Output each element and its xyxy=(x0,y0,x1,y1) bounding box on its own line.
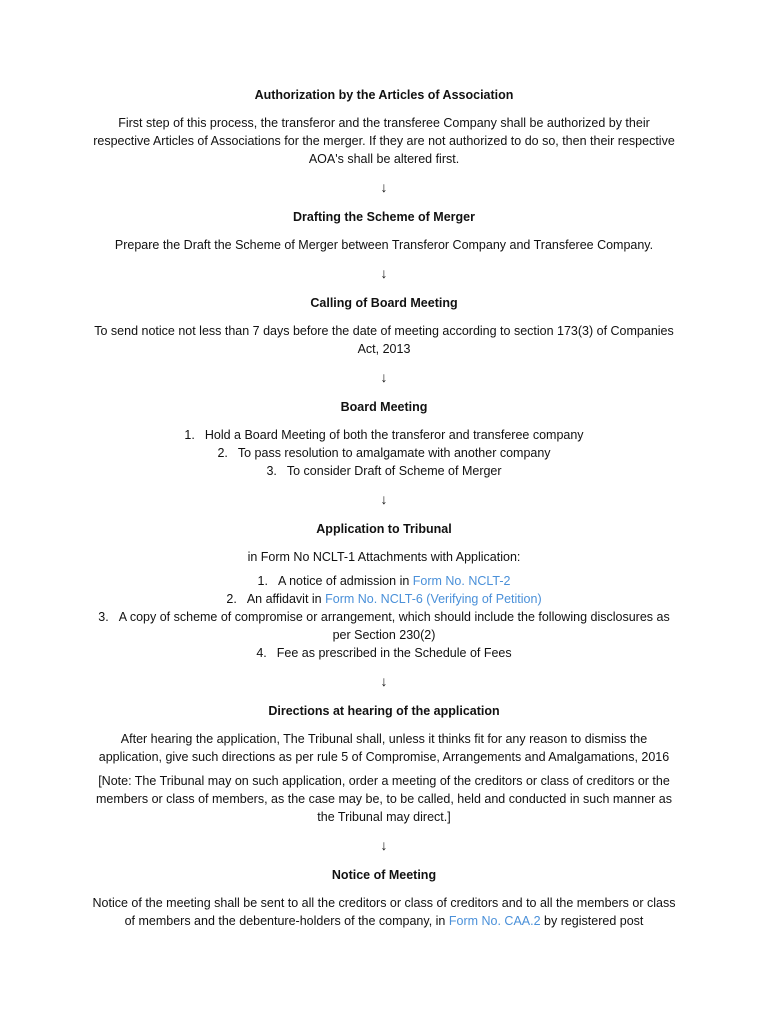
section-paragraph: To send notice not less than 7 days before the date of meeting according to section 173(3) of Companies Act, 2013 xyxy=(94,324,674,356)
list-item-text: To pass resolution to amalgamate with another company xyxy=(237,446,551,460)
down-arrow-icon: ↓ xyxy=(380,369,388,385)
section-board-meeting xyxy=(90,398,678,480)
section-heading: Directions at hearing of the application xyxy=(268,704,500,718)
section-drafting-scheme xyxy=(90,208,678,254)
attachments-list xyxy=(90,572,678,662)
section-authorization xyxy=(90,86,678,168)
section-notice-meeting xyxy=(90,866,678,930)
down-arrow-icon: ↓ xyxy=(380,491,388,507)
list-item-text: Hold a Board Meeting of both the transferor and transferee company xyxy=(204,428,584,442)
form-nclt-2-link[interactable]: Form No. NCLT-2 xyxy=(412,574,511,588)
section-note: [Note: The Tribunal may on such application, order a meeting of the creditors or class of creditors or the members or class of members, as the case may be, to be called, held and conducted in such manner as the Tribunal may direct.] xyxy=(96,774,672,824)
section-intro: in Form No NCLT-1 Attachments with Application: xyxy=(247,550,521,564)
list-number: 2. xyxy=(226,592,237,606)
section-heading: Board Meeting xyxy=(340,400,428,414)
paragraph-text: by registered post xyxy=(540,914,644,928)
board-meeting-list xyxy=(90,426,678,480)
down-arrow-icon: ↓ xyxy=(380,265,388,281)
list-number: 2. xyxy=(217,446,228,460)
section-paragraph xyxy=(90,894,678,930)
list-item xyxy=(90,444,678,462)
section-directions-hearing xyxy=(90,702,678,826)
section-calling-board-meeting xyxy=(90,294,678,358)
list-item-text: Fee as prescribed in the Schedule of Fees xyxy=(276,646,512,660)
down-arrow-icon: ↓ xyxy=(380,179,388,195)
list-number: 3. xyxy=(266,464,277,478)
paragraph-text: Notice of the meeting shall be sent to all the creditors or class of creditors and to all the members or class of members and the debenture-holders of the company, in xyxy=(92,896,676,928)
list-item xyxy=(90,426,678,444)
section-heading: Drafting the Scheme of Merger xyxy=(293,210,475,224)
list-item xyxy=(90,572,678,590)
section-application-tribunal xyxy=(90,520,678,662)
list-number: 4. xyxy=(256,646,267,660)
list-number: 1. xyxy=(184,428,195,442)
list-item-text: A notice of admission in xyxy=(277,574,413,588)
section-heading: Application to Tribunal xyxy=(316,522,452,536)
section-heading: Authorization by the Articles of Association xyxy=(254,88,514,102)
list-item xyxy=(90,590,678,608)
list-number: 1. xyxy=(257,574,268,588)
section-heading: Notice of Meeting xyxy=(331,868,437,882)
section-paragraph: Prepare the Draft the Scheme of Merger between Transferor Company and Transferee Company. xyxy=(114,238,654,252)
form-caa2-link[interactable]: Form No. CAA.2 xyxy=(448,914,541,928)
down-arrow-icon: ↓ xyxy=(380,837,388,853)
form-nclt-6-link[interactable]: Form No. NCLT-6 (Verifying of Petition) xyxy=(325,592,542,606)
section-heading: Calling of Board Meeting xyxy=(310,296,458,310)
list-number: 3. xyxy=(98,610,109,624)
section-paragraph: First step of this process, the transferor and the transferee Company shall be authorized by their respective Articles of Associations for the merger. If they are not authorized to do so, then their respective AOA's shall be altered first. xyxy=(93,116,675,166)
list-item xyxy=(90,608,678,644)
list-item xyxy=(90,462,678,480)
down-arrow-icon: ↓ xyxy=(380,673,388,689)
list-item-text: An affidavit in xyxy=(246,592,326,606)
section-paragraph: After hearing the application, The Tribunal shall, unless it thinks fit for any reason to dismiss the application, give such directions as per rule 5 of Compromise, Arrangements and Amalgamations, 2016 xyxy=(98,732,670,764)
list-item-text: To consider Draft of Scheme of Merger xyxy=(286,464,502,478)
list-item-text: A copy of scheme of compromise or arrangement, which should include the following disclosures as per Section 230(2) xyxy=(118,610,670,642)
list-item xyxy=(90,644,678,662)
